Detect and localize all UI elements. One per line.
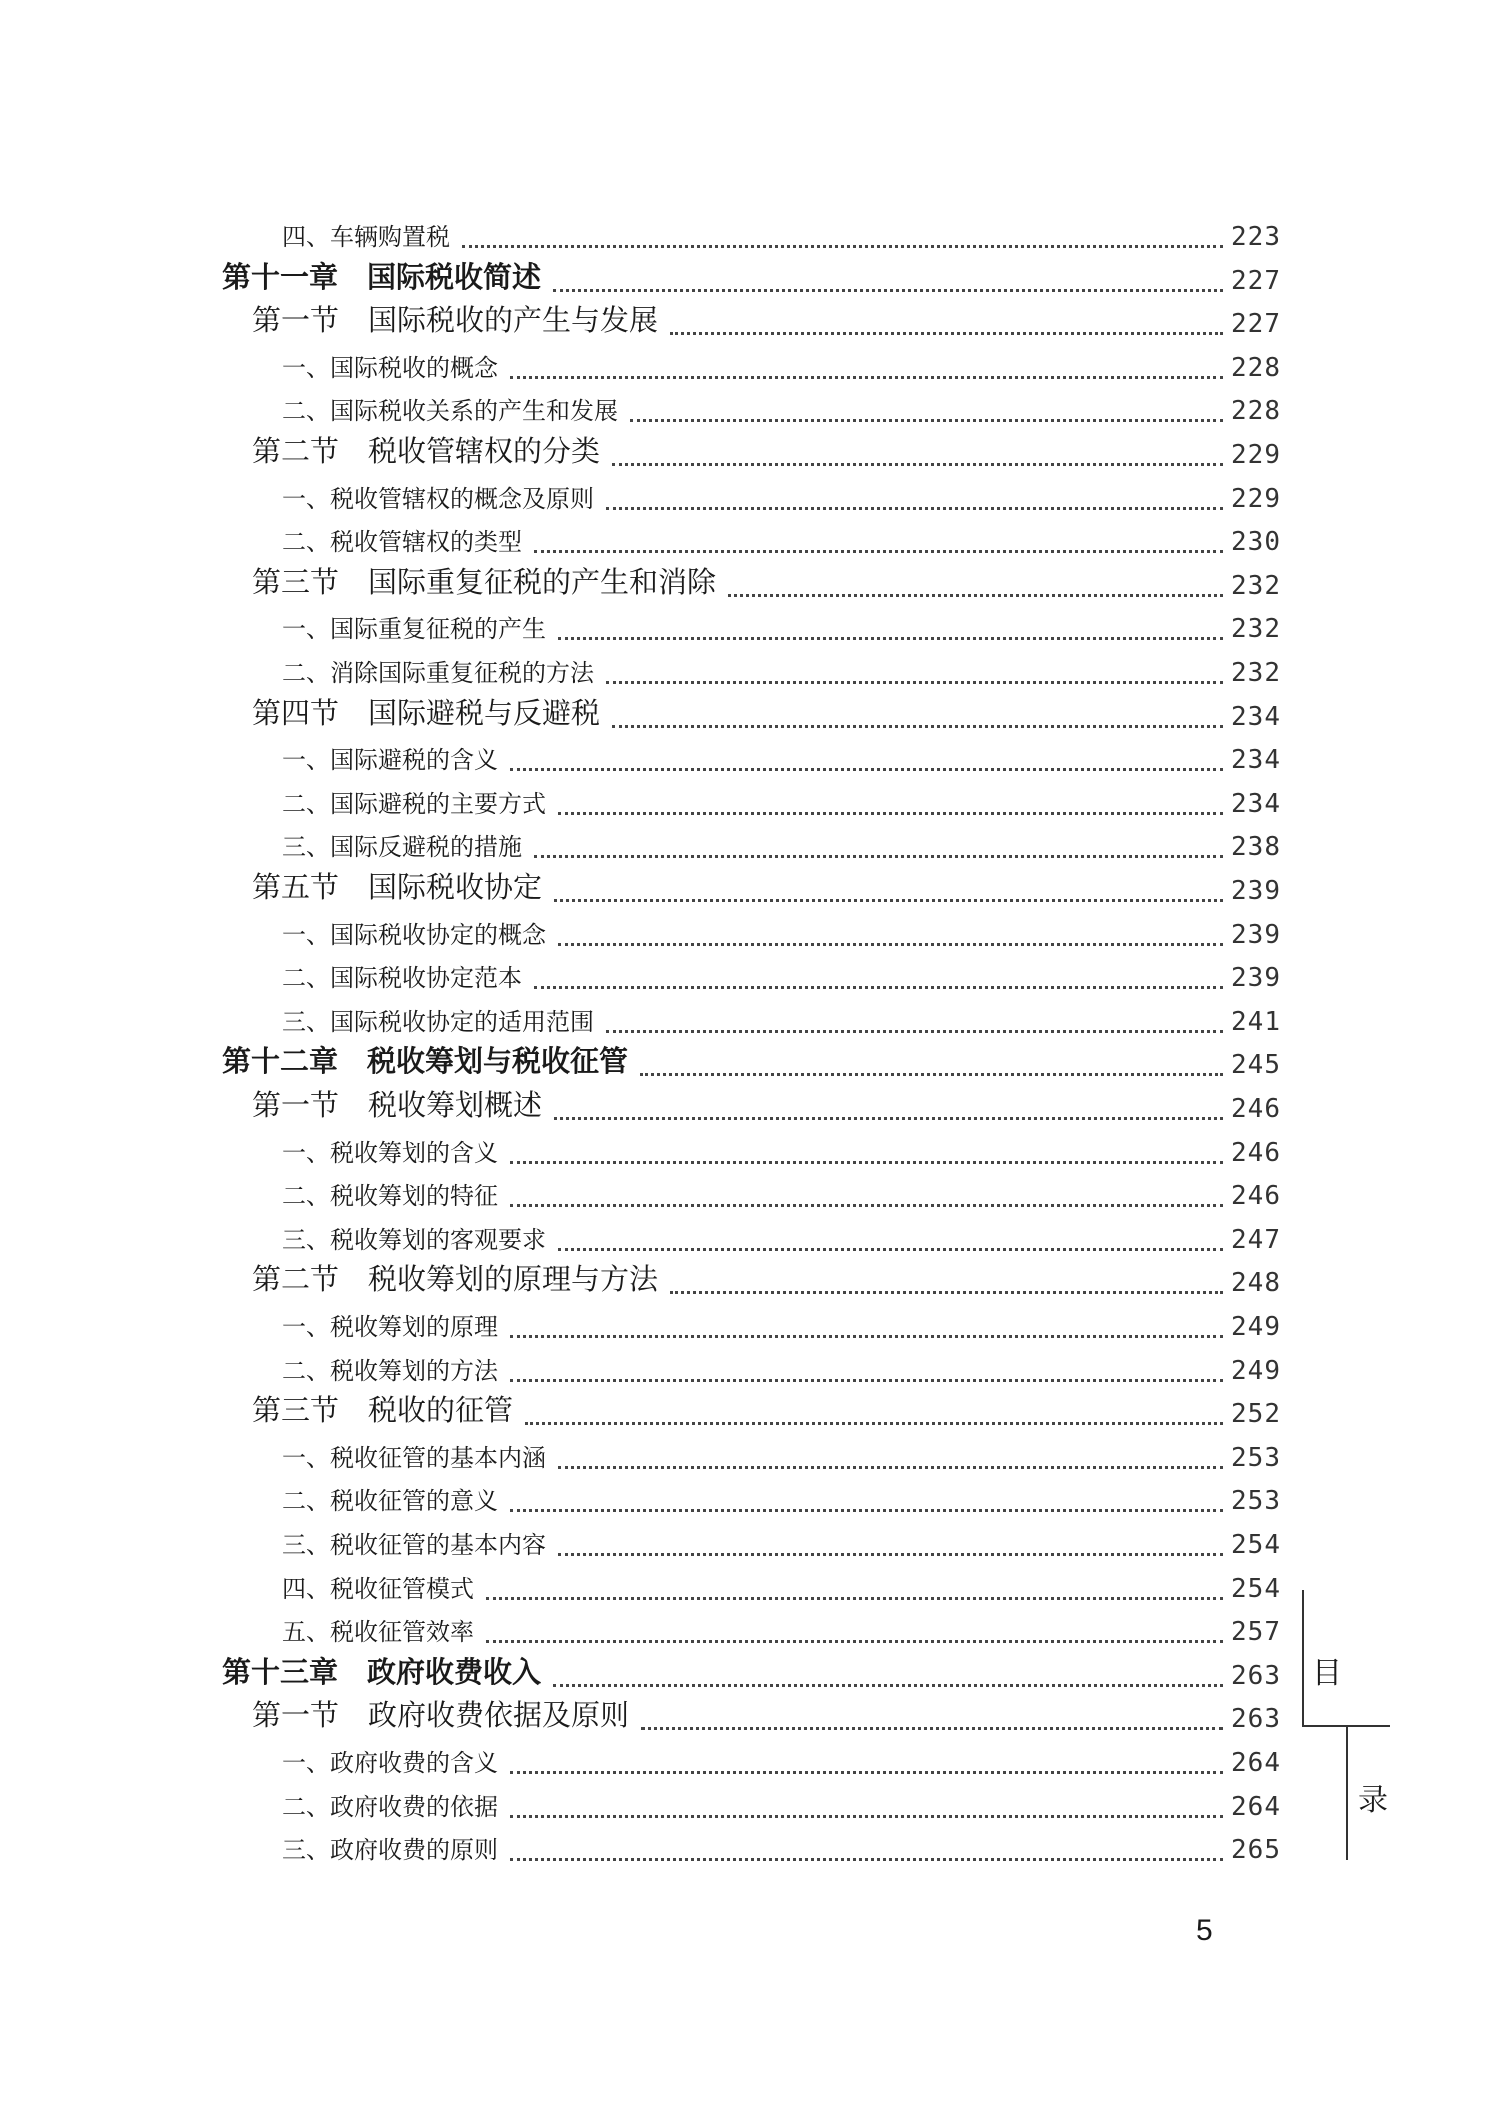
toc-entry-page: 254 [1231, 1573, 1281, 1604]
toc-entry-page: 265 [1231, 1835, 1281, 1866]
toc-entry-page: 228 [1231, 352, 1281, 383]
toc-dot-leader [670, 332, 1223, 335]
toc-dot-leader [486, 1640, 1223, 1643]
toc-entry-page: 253 [1231, 1486, 1281, 1517]
toc-entry[interactable] [0, 650, 1511, 694]
toc-entry-title: 第十二章 税收筹划与税收征管 [222, 1044, 629, 1079]
toc-dot-leader [640, 1073, 1223, 1076]
toc-entry-title: 一、国际税收的概念 [282, 353, 498, 382]
toc-entry[interactable] [0, 781, 1511, 825]
toc-entry-page: 227 [1231, 309, 1281, 340]
toc-entry[interactable] [0, 476, 1511, 520]
toc-dot-leader [558, 637, 1223, 640]
toc-entry-title: 第三节 国际重复征税的产生和消除 [252, 564, 717, 599]
toc-entry-title: 二、消除国际重复征税的方法 [282, 659, 594, 687]
toc-entry[interactable] [0, 258, 1511, 302]
toc-entry[interactable] [0, 1304, 1511, 1348]
toc-entry-page: 249 [1231, 1355, 1281, 1386]
toc-entry[interactable] [0, 301, 1511, 345]
toc-dot-leader [558, 812, 1223, 815]
toc-entry[interactable] [0, 1260, 1511, 1304]
toc-entry-title: 五、税收征管效率 [282, 1618, 474, 1647]
toc-entry-title: 二、税收筹划的方法 [282, 1356, 498, 1385]
toc-dot-leader [553, 289, 1223, 292]
toc-dot-leader [558, 1466, 1223, 1469]
toc-entry-title: 一、税收筹划的原理 [282, 1313, 498, 1341]
toc-entry[interactable] [0, 1042, 1511, 1086]
toc-dot-leader [554, 1117, 1223, 1120]
toc-entry-page: 253 [1231, 1442, 1281, 1473]
toc-entry-title: 一、国际重复征税的产生 [282, 615, 546, 644]
toc-entry[interactable] [0, 912, 1511, 956]
toc-entry-page: 234 [1231, 701, 1281, 732]
toc-entry[interactable] [0, 1696, 1511, 1740]
toc-entry[interactable] [0, 1478, 1511, 1522]
toc-entry-title: 一、税收筹划的含义 [282, 1138, 498, 1167]
toc-entry-title: 一、税收管辖权的概念及原则 [282, 484, 594, 513]
toc-entry-page: 239 [1231, 919, 1281, 950]
toc-dot-leader [510, 1204, 1223, 1207]
side-tab-divider [1302, 1590, 1304, 1725]
toc-entry-page: 229 [1231, 440, 1281, 470]
toc-entry[interactable] [0, 868, 1511, 912]
toc-entry-title: 第四节 国际避税与反避税 [252, 695, 601, 730]
toc-entry[interactable] [0, 1130, 1511, 1174]
toc-entry-title: 三、税收筹划的客观要求 [282, 1225, 546, 1254]
toc-dot-leader [606, 1030, 1223, 1033]
toc-dot-leader [510, 1379, 1223, 1382]
toc-entry[interactable] [0, 737, 1511, 781]
toc-entry[interactable] [0, 694, 1511, 738]
toc-entry-page: 232 [1231, 658, 1281, 688]
toc-entry-title: 二、国际税收协定范本 [282, 964, 522, 993]
toc-entry-page: 246 [1231, 1094, 1281, 1124]
toc-entry-title: 三、国际税收协定的适用范围 [282, 1007, 594, 1036]
toc-entry[interactable] [0, 999, 1511, 1043]
toc-dot-leader [510, 768, 1223, 771]
toc-entry-title: 二、税收筹划的特征 [282, 1182, 498, 1211]
toc-entry[interactable] [0, 388, 1511, 432]
toc-entry-title: 第二节 税收筹划的原理与方法 [252, 1262, 659, 1297]
toc-dot-leader [630, 419, 1223, 422]
toc-dot-leader [606, 681, 1223, 684]
toc-entry-page: 241 [1231, 1006, 1281, 1037]
toc-entry-page: 249 [1231, 1312, 1281, 1342]
toc-entry[interactable] [0, 1086, 1511, 1130]
toc-dot-leader [462, 245, 1223, 248]
toc-dot-leader [612, 725, 1223, 728]
toc-dot-leader [525, 1422, 1223, 1425]
toc-entry-title: 三、政府收费的原则 [282, 1836, 498, 1865]
toc-entry[interactable] [0, 519, 1511, 563]
toc-dot-leader [510, 1815, 1223, 1818]
side-tab-label-bottom: 录 [1358, 1783, 1388, 1818]
toc-dot-leader [486, 1597, 1223, 1600]
toc-entry-page: 252 [1231, 1399, 1281, 1430]
toc-entry-title: 第一节 税收筹划概述 [252, 1088, 543, 1122]
toc-entry[interactable] [0, 1435, 1511, 1479]
toc-entry-page: 254 [1231, 1530, 1281, 1560]
toc-entry[interactable] [0, 1173, 1511, 1217]
toc-entry-title: 三、国际反避税的措施 [282, 833, 522, 862]
toc-entry[interactable] [0, 214, 1511, 258]
toc-entry-page: 228 [1231, 396, 1281, 427]
toc-entry-page: 229 [1231, 483, 1281, 514]
toc-entry-title: 第十一章 国际税收简述 [222, 259, 542, 294]
toc-entry-title: 第一节 政府收费依据及原则 [252, 1698, 630, 1733]
toc-entry[interactable] [0, 345, 1511, 389]
toc-entry-page: 263 [1231, 1704, 1281, 1735]
toc-entry[interactable] [0, 1609, 1511, 1653]
toc-entry-page: 232 [1231, 570, 1281, 601]
toc-entry-page: 248 [1231, 1268, 1281, 1299]
toc-entry[interactable] [0, 955, 1511, 999]
toc-entry-page: 234 [1231, 745, 1281, 776]
toc-dot-leader [510, 1161, 1223, 1164]
toc-entry[interactable] [0, 1522, 1511, 1566]
toc-entry-page: 230 [1231, 527, 1281, 558]
toc-entry-page: 247 [1231, 1224, 1281, 1255]
toc-entry[interactable] [0, 606, 1511, 650]
toc-entry[interactable] [0, 1653, 1511, 1697]
toc-entry-title: 四、税收征管模式 [282, 1574, 474, 1603]
toc-entry-page: 263 [1231, 1660, 1281, 1691]
toc-entry-title: 四、车辆购置税 [282, 223, 450, 251]
toc-dot-leader [510, 1771, 1223, 1774]
toc-entry-page: 239 [1231, 876, 1281, 906]
toc-entry-title: 二、税收管辖权的类型 [282, 528, 522, 557]
side-tab-label-top: 目 [1312, 1656, 1342, 1691]
toc-entry-title: 一、国际避税的含义 [282, 746, 498, 775]
toc-dot-leader [510, 1858, 1223, 1861]
toc-entry-page: 264 [1231, 1748, 1281, 1778]
toc-entry-title: 二、国际税收关系的产生和发展 [282, 397, 618, 426]
toc-entry[interactable] [0, 1217, 1511, 1261]
side-tab [1302, 1590, 1412, 1870]
toc-entry[interactable] [0, 1391, 1511, 1435]
toc-entry-page: 257 [1231, 1617, 1281, 1648]
toc-entry-title: 二、政府收费的依据 [282, 1792, 498, 1821]
toc-entry[interactable] [0, 432, 1511, 476]
toc-entry-page: 232 [1231, 614, 1281, 645]
toc-dot-leader [554, 899, 1223, 902]
toc-entry-title: 第一节 国际税收的产生与发展 [252, 303, 659, 338]
toc-dot-leader [612, 463, 1223, 466]
toc-dot-leader [510, 1335, 1223, 1338]
toc-entry-title: 第三节 税收的征管 [252, 1393, 514, 1428]
toc-entry-page: 246 [1231, 1181, 1281, 1212]
toc-entry-page: 238 [1231, 832, 1281, 863]
toc-entry[interactable] [0, 1740, 1511, 1784]
toc-entry[interactable] [0, 824, 1511, 868]
toc-entry-page: 245 [1231, 1050, 1281, 1081]
toc-entry-title: 一、政府收费的含义 [282, 1749, 498, 1777]
toc-dot-leader [558, 943, 1223, 946]
toc-entry[interactable] [0, 1784, 1511, 1828]
toc-entry-page: 246 [1231, 1137, 1281, 1168]
toc-entry-title: 一、税收征管的基本内涵 [282, 1443, 546, 1472]
side-tab-divider [1346, 1725, 1348, 1860]
toc-dot-leader [728, 594, 1223, 597]
toc-entry[interactable] [0, 563, 1511, 607]
toc-entry-title: 二、税收征管的意义 [282, 1487, 498, 1516]
toc-entry-page: 227 [1231, 265, 1281, 296]
toc-dot-leader [510, 376, 1223, 379]
toc-entry-page: 264 [1231, 1791, 1281, 1822]
toc-entry-title: 第二节 税收管辖权的分类 [252, 434, 601, 468]
toc-entry-title: 三、税收征管的基本内容 [282, 1531, 546, 1559]
toc-dot-leader [510, 1509, 1223, 1512]
toc-entry-title: 二、国际避税的主要方式 [282, 789, 546, 818]
toc-entry-page: 234 [1231, 788, 1281, 819]
toc-entry-title: 第五节 国际税收协定 [252, 870, 543, 904]
toc-entry[interactable] [0, 1827, 1511, 1871]
toc-dot-leader [553, 1684, 1223, 1687]
toc-dot-leader [670, 1291, 1223, 1294]
toc-entry-title: 第十三章 政府收费收入 [222, 1654, 542, 1689]
toc-entry[interactable] [0, 1566, 1511, 1610]
toc-dot-leader [558, 1553, 1223, 1556]
toc-dot-leader [606, 507, 1223, 510]
toc-dot-leader [534, 986, 1223, 989]
toc-entry[interactable] [0, 1348, 1511, 1392]
page-number: 5 [1196, 1914, 1213, 1947]
toc-entry-page: 239 [1231, 963, 1281, 994]
toc-entry-title: 一、国际税收协定的概念 [282, 920, 546, 949]
toc-dot-leader [558, 1248, 1223, 1251]
toc-dot-leader [641, 1727, 1223, 1730]
toc-entry-page: 223 [1231, 222, 1281, 252]
toc-dot-leader [534, 550, 1223, 553]
toc-dot-leader [534, 855, 1223, 858]
